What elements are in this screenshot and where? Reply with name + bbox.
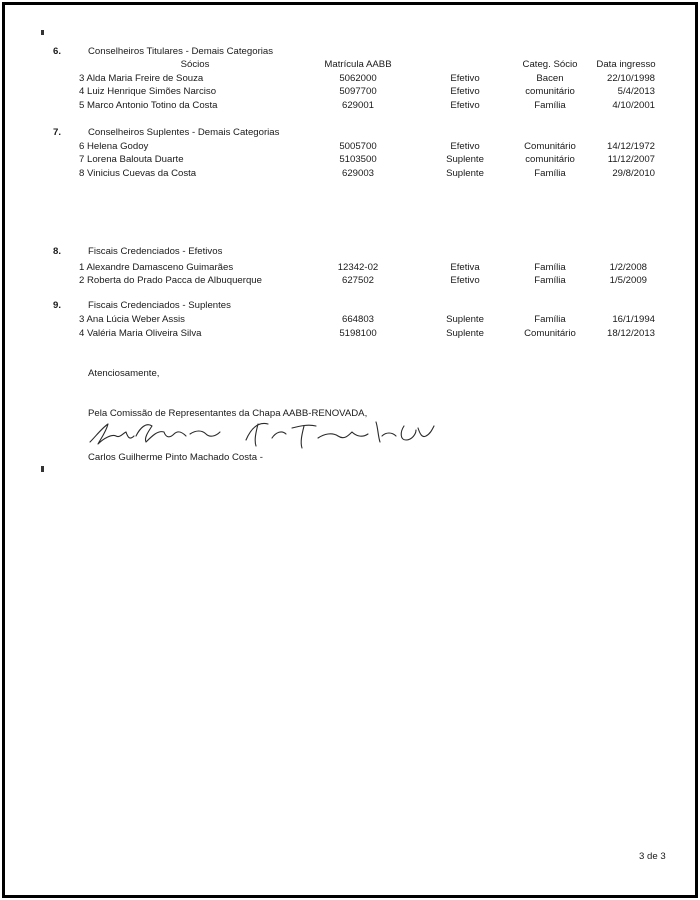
row-categ: Família [534,100,566,111]
row-categ: Comunitário [524,328,576,339]
row-categ: Bacen [536,73,564,84]
page-number: 3 de 3 [639,851,666,862]
row-data: 16/1/1994 [612,314,655,325]
row-name: 4 Valéria Maria Oliveira Silva [79,328,202,339]
row-status: Suplente [446,314,484,325]
row-status: Efetivo [450,86,480,97]
section-title: Fiscais Credenciados - Efetivos [88,246,223,257]
closing-text: Atenciosamente, [88,368,160,379]
row-matricula: 629001 [341,100,374,111]
row-name: 5 Marco Antonio Totino da Costa [79,100,218,111]
row-status: Efetivo [450,141,480,152]
row-categ: comunitário [525,154,575,165]
row-status: Efetiva [450,262,480,273]
row-status: Suplente [446,328,484,339]
commission-text: Pela Comissão de Representantes da Chapa AABB-RENOVADA, [88,408,368,419]
row-data: 5/4/2013 [617,86,655,97]
row-matricula: 629003 [341,168,374,179]
column-header-categ: Categ. Sócio [522,59,578,70]
row-status: Suplente [446,154,484,165]
signature-image [86,414,446,452]
row-name: 6 Helena Godoy [79,141,149,152]
row-name: 7 Lorena Balouta Duarte [79,154,184,165]
row-matricula: 5103500 [339,154,377,165]
row-categ: Família [534,168,566,179]
row-data: 29/8/2010 [612,168,655,179]
row-status: Suplente [446,168,484,179]
row-data: 1/5/2009 [609,275,647,286]
row-categ: Família [534,275,566,286]
scan-mark [41,30,44,35]
row-matricula: 5097700 [339,86,377,97]
section-number: 6. [53,46,62,57]
section-number: 7. [53,127,62,138]
row-data: 18/12/2013 [606,328,655,339]
section-title: Fiscais Credenciados - Suplentes [88,300,231,311]
row-data: 22/10/1998 [606,73,655,84]
column-header-matricula: Matrícula AABB [324,59,392,70]
row-status: Efetivo [450,100,480,111]
section-number: 8. [53,246,62,257]
column-header-data: Data ingresso [596,59,656,70]
row-data: 14/12/1972 [606,141,655,152]
section-number: 9. [53,300,62,311]
row-matricula: 12342-02 [337,262,379,273]
row-data: 1/2/2008 [609,262,647,273]
row-data: 11/12/2007 [607,154,655,165]
section-title: Conselheiros Suplentes - Demais Categorias [88,127,280,138]
row-name: 8 Vinicius Cuevas da Costa [79,168,197,179]
row-data: 4/10/2001 [612,100,655,111]
row-categ: Comunitário [524,141,576,152]
column-header-socios: Sócios [180,59,210,70]
row-categ: Família [534,314,566,325]
row-categ: Família [534,262,566,273]
row-name: 2 Roberta do Prado Pacca de Albuquerque [79,275,262,286]
row-matricula: 627502 [341,275,374,286]
row-name: 1 Alexandre Damasceno Guimarães [79,262,234,273]
row-status: Efetivo [450,73,480,84]
row-status: Efetivo [450,275,480,286]
row-name: 3 Alda Maria Freire de Souza [79,73,204,84]
row-matricula: 5198100 [339,328,377,339]
row-matricula: 664803 [341,314,374,325]
section-title: Conselheiros Titulares - Demais Categorias [88,46,274,57]
row-categ: comunitário [525,86,575,97]
row-name: 4 Luiz Henrique Simões Narciso [79,86,217,97]
row-matricula: 5005700 [339,141,377,152]
scan-mark [41,466,44,472]
row-name: 3 Ana Lúcia Weber Assis [79,314,185,325]
signer-name: Carlos Guilherme Pinto Machado Costa - [88,452,263,463]
row-matricula: 5062000 [339,73,377,84]
